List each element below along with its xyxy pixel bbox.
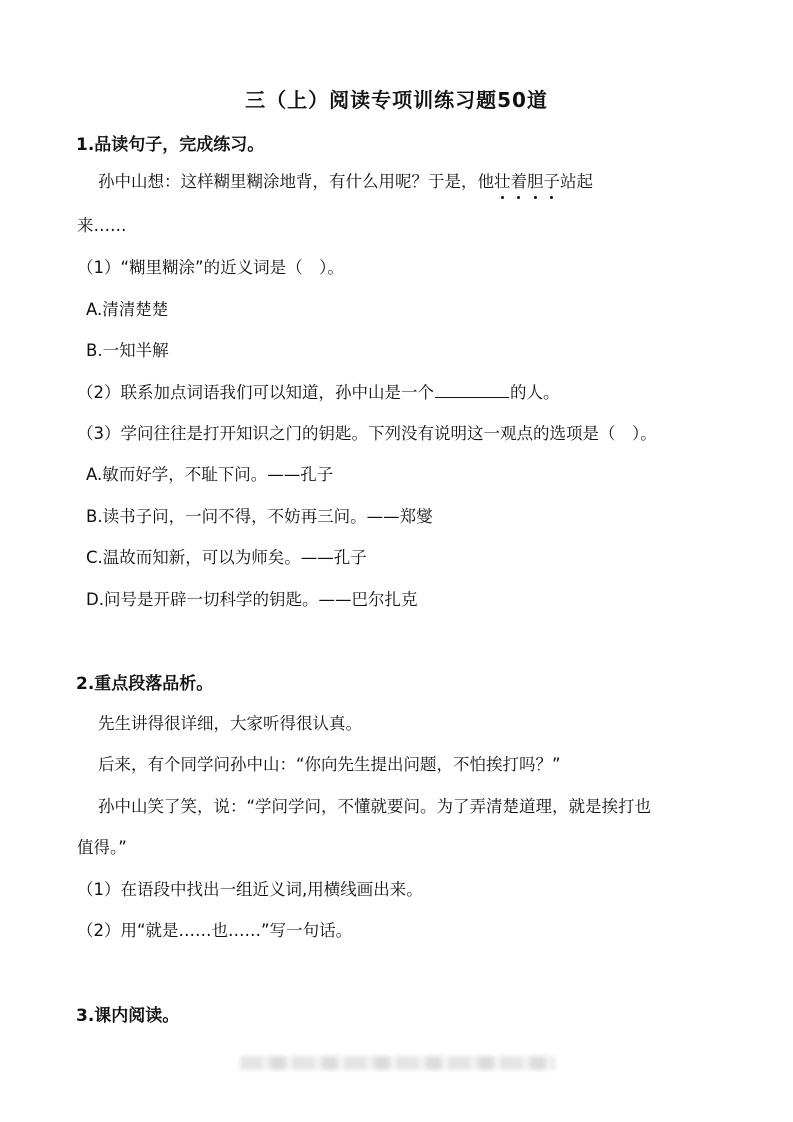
q2-para1: 先生讲得很详细，大家听得很认真。 (98, 714, 362, 733)
blurred-watermark (240, 1056, 555, 1070)
q2-sub2: （2）用“就是……也……”写一句话。 (77, 921, 353, 940)
q1-passage (98, 168, 593, 192)
q1-sub1-option-b: B.一知半解 (86, 341, 169, 360)
q1-sub3-option-a: A.敏而好学，不耻下问。——孔子 (86, 465, 334, 484)
q1-heading: 1.品读句子，完成练习。 (76, 135, 265, 155)
q1-passage-part1: 孙中山想：这样糊里糊涂地背，有什么用呢？于是，他 (98, 172, 494, 191)
dotted-char-1: 壮 (494, 168, 511, 192)
q2-para2: 后来，有个同学问孙中山：“你向先生提出问题，不怕挨打吗？” (98, 755, 561, 774)
q1-sub2-before: （2）联系加点词语我们可以知道，孙中山是一个 (77, 383, 434, 402)
q2-sub1: （1）在语段中找出一组近义词,用横线画出来。 (77, 880, 423, 899)
q1-sub3-option-b: B.读书子问，一问不得，不妨再三问。——郑燮 (86, 507, 433, 526)
q1-passage-line2: 来…… (77, 216, 127, 235)
q1-sub3-option-d: D.问号是开辟一切科学的钥匙。——巴尔扎克 (86, 590, 418, 609)
q1-sub3: （3）学问往往是打开知识之门的钥匙。下列没有说明这一观点的选项是（ ）。 (77, 424, 657, 443)
q1-sub1-option-a: A.清清楚楚 (86, 300, 169, 319)
answer-blank[interactable] (435, 383, 509, 398)
q1-sub2 (77, 379, 560, 403)
dotted-char-2: 着 (511, 168, 528, 192)
q2-heading: 2.重点段落品析。 (76, 674, 214, 694)
dotted-char-4: 子 (544, 168, 561, 192)
page-title: 三（上）阅读专项训练习题50道 (245, 88, 548, 112)
q1-sub1: （1）“糊里糊涂”的近义词是（ ）。 (77, 258, 344, 277)
q2-para3-line1: 孙中山笑了笑，说：“学问学问，不懂就要问。为了弄清楚道理，就是挨打也 (98, 797, 652, 816)
q2-para3-line2: 值得。” (77, 838, 127, 857)
q1-sub3-option-c: C.温故而知新，可以为师矣。——孔子 (86, 548, 367, 567)
dotted-char-3: 胆 (527, 168, 544, 192)
q3-heading: 3.课内阅读。 (76, 1006, 180, 1026)
q1-sub2-after: 的人。 (510, 383, 560, 402)
q1-passage-part2: 站起 (560, 172, 593, 191)
